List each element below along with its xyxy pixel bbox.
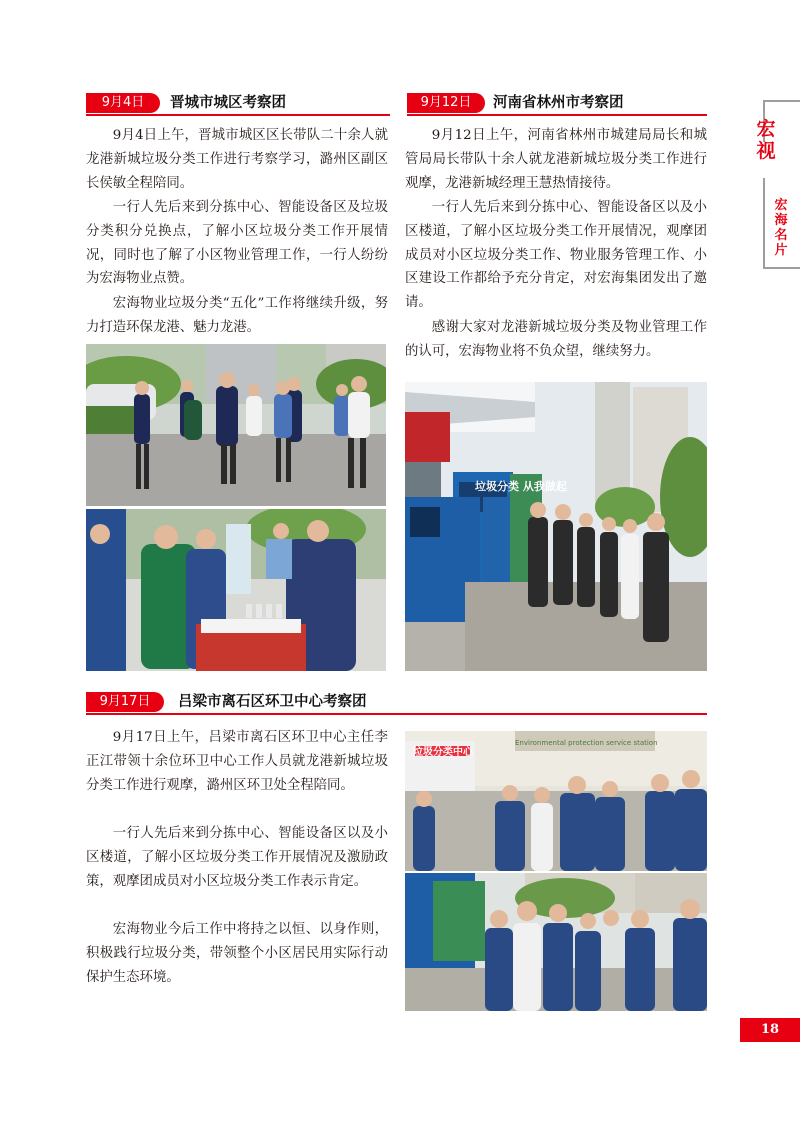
photo-sign-text: 垃圾分类中心 — [413, 747, 473, 758]
section-rule — [86, 713, 707, 715]
section-rule — [407, 114, 707, 116]
section-header — [86, 93, 390, 117]
photo-group-walking — [86, 344, 386, 506]
paragraph: 9月12日上午，河南省林州市城建局局长和城管局局长带队十余人就龙港新城垃圾分类工作进行观摩，龙港新城经理王慧热情接待。 — [405, 128, 707, 191]
section-header — [407, 93, 707, 117]
page-number: 18 — [740, 1018, 800, 1042]
paragraph: 宏海物业垃圾分类“五化”工作将继续升级，努力打造环保龙港、魅力龙港。 — [86, 296, 388, 335]
section-header — [86, 692, 707, 716]
side-tab-line — [763, 178, 765, 268]
section-date-badge: 9月17日 — [86, 692, 164, 712]
photo-recycling-station — [405, 382, 707, 671]
paragraph: 9月4日上午，晋城市城区区长带队二十余人就龙港新城垃圾分类工作进行考察学习，潞州区副区长侯敏全程陪同。 — [86, 128, 388, 191]
side-tab-subtitle: 宏海名片 — [774, 198, 788, 258]
section-title: 晋城市城区考察团 — [170, 95, 286, 111]
photo-display-table — [86, 509, 386, 671]
photo-sign-text: Environmental protection service station — [515, 739, 658, 747]
section-title: 吕梁市离石区环卫中心考察团 — [178, 694, 367, 710]
photo-environment-station — [405, 731, 707, 871]
section-date-badge: 9月4日 — [86, 93, 160, 113]
paragraph: 一行人先后来到分拣中心、智能设备区及垃圾分类积分兑换点，了解小区垃圾分类工作开展情况，同时也了解了小区物业管理工作，一行人纷纷为宏海物业点赞。 — [86, 200, 388, 287]
paragraph: 感谢大家对龙港新城垃圾分类及物业管理工作的认可，宏海物业将不负众望，继续努力。 — [405, 320, 707, 359]
side-tab-line-top — [763, 100, 800, 102]
section-title: 河南省林州市考察团 — [493, 95, 624, 111]
side-tab-title: 宏视 — [756, 118, 776, 162]
paragraph: 一行人先后来到分拣中心、智能设备区以及小区楼道，了解小区垃圾分类工作开展情况及激励政策，观摩团成员对小区垃圾分类工作表示肯定。 — [86, 826, 388, 889]
section-date-badge: 9月12日 — [407, 93, 485, 113]
photo-sign-text: 垃圾分类 从我做起 — [475, 480, 567, 493]
paragraph: 9月17日上午，吕梁市离石区环卫中心主任李正江带领十余位环卫中心工作人员就龙港新城垃圾分类工作进行观摩，潞州区环卫处全程陪同。 — [86, 730, 388, 793]
photo-street-group — [405, 873, 707, 1011]
paragraph: 一行人先后来到分拣中心、智能设备区以及小区楼道，了解小区垃圾分类工作开展情况，观摩团成员对小区垃圾分类工作、物业服务管理工作、小区建设工作都给予充分肯定，对宏海集团发出了邀请。 — [405, 200, 707, 311]
paragraph: 宏海物业今后工作中将持之以恒、以身作则，积极践行垃圾分类，带领整个小区居民用实际行动保护生态环境。 — [86, 922, 388, 985]
section-rule — [86, 114, 390, 116]
side-tab-line-bottom — [763, 267, 800, 269]
